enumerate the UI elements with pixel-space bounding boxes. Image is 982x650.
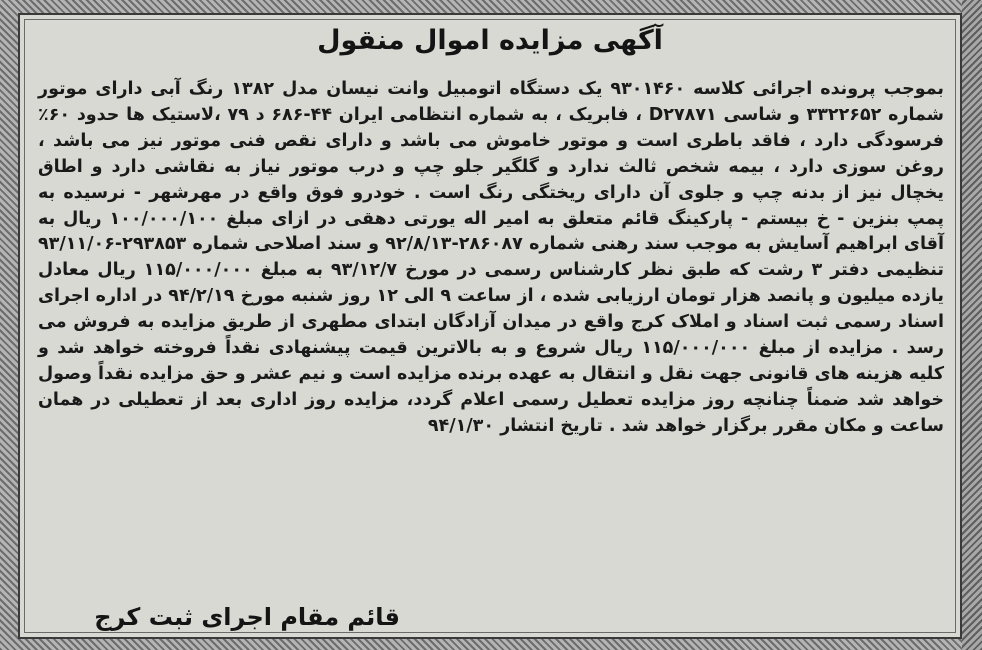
notice-body xyxy=(38,77,944,440)
page-edge xyxy=(962,0,982,650)
notice-signature: قائم مقام اجرای ثبت کرج xyxy=(94,603,400,631)
notice-title: آگهی مزایده اموال منقول xyxy=(317,25,663,56)
notice-frame xyxy=(18,13,962,639)
notice-body-paragraph: بموجب پرونده اجرائی کلاسه ۹۳۰۱۴۶۰ یک دستگاه اتومبیل وانت نیسان مدل ۱۳۸۲ رنگ آبی دارای موتور شماره ۳۳۲۲۶۵۲ و شاسی D۲۷۸۷۱ ، فابریک ، به شماره انتظامی ایران ۴۴-۶۸۶ د ۷۹ ،لاستیک ها حدود ۶۰٪ فرسودگی دارد ، فاقد باطری است و موتور خاموش می باشد و دارای نقص فنی موتور نیز می باشد ، روغن سوزی دارد ، بیمه شخص ثالث ندارد و گلگیر جلو چپ و درب موتور نیاز به نقاشی دارد و اطاق یخچال نیز از بدنه چپ و جلوی آن دارای ریختگی رنگ است . خودرو فوق واقع در مهرشهر - نرسیده به پمپ بنزین - خ بیستم - پارکینگ قائم متعلق به امیر اله یورتی دهقی در ازای مبلغ ۱۰۰/۰۰۰/۱۰۰ ریال به آقای ابراهیم آسایش به موجب سند رهنی شماره ۲۸۶۰۸۷-۹۲/۸/۱۳ و سند اصلاحی شماره ۲۹۳۸۵۳-۹۳/۱۱/۰۶ تنظیمی دفتر ۳ رشت که طبق نظر کارشناس رسمی در مورخ ۹۳/۱۲/۷ به مبلغ ۱۱۵/۰۰۰/۰۰۰ ریال معادل یازده میلیون و پانصد هزار تومان ارزیابی شده ، از ساعت ۹ الی ۱۲ روز شنبه مورخ ۹۴/۲/۱۹ در اداره اجرای اسناد رسمی ثبت اسناد و املاک کرج واقع در میدان آزادگان ابتدای مطهری از طریق مزایده به فروش می رسد . مزایده از مبلغ ۱۱۵/۰۰۰/۰۰۰ ریال شروع و به بالاترین قیمت پیشنهادی نقداً فروخته خواهد شد و کلیه هزینه های قانونی جهت نقل و انتقال به عهده برنده مزایده است و نیم عشر و حق مزایده نقداً وصول خواهد شد ضمناً چنانچه روز مزایده تعطیل رسمی اعلام گردد، مزایده روز اداری بعد از تعطیلی در همان ساعت و مکان مقرر برگزار خواهد شد . تاریخ انتشار ۹۴/۱/۳۰ xyxy=(38,79,945,436)
